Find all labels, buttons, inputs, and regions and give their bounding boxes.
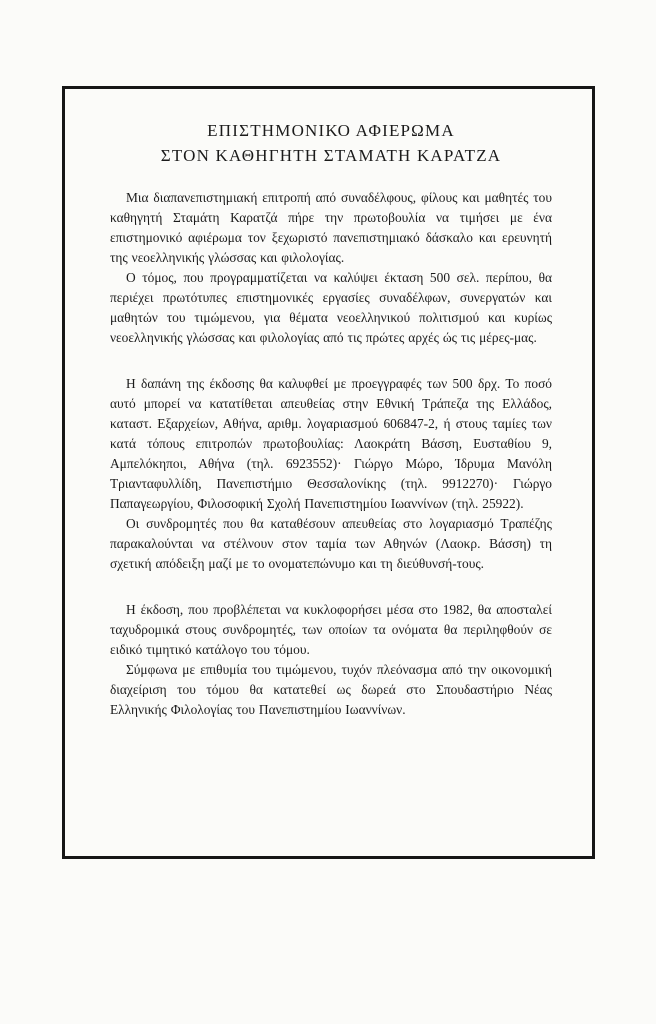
paragraph-1: Μια διαπανεπιστημιακή επιτροπή από συναδέλφους, φίλους και μαθητές του καθηγητή Σταμάτη Καρατζά πήρε την πρωτοβουλία να τιμήσει με ένα επιστημονικό αφιέρωμα τον ξεχωριστό πανεπιστημιακό δάσκαλο και ερευνητή της νεοελληνικής γλώσσας και φιλολογίας. (110, 190, 552, 265)
document-title (110, 118, 552, 168)
paragraph-6: Σύμφωνα με επιθυμία του τιμώμενου, τυχόν πλεόνασμα από την οικονομική διαχείριση του τόμου θα κατατεθεί ως δωρεά στο Σπουδαστήριο Νέας Ελληνικής Φιλολογίας του Πανεπιστημίου Ιωαννίνων. (110, 662, 552, 717)
paragraph-5: Η έκδοση, που προβλέπεται να κυκλοφορήσει μέσα στο 1982, θα αποσταλεί ταχυδρομικά στους συνδρομητές, των οποίων τα ονόματα θα περιληφθούν σε ειδικό τιμητικό κατάλογο του τόμου. (110, 602, 552, 657)
paragraph-2: Ο τόμος, που προγραμματίζεται να καλύψει έκταση 500 σελ. περίπου, θα περιέχει πρωτότυπες επιστημονικές εργασίες συναδέλφων, συνεργατών και μαθητών του τιμώμενου, για θέματα νεοελληνικού πολιτισμού και κυρίως νεοελληνικής γλώσσας και φιλολογίας από τις πρώτες αρχές ώς τις μέρες-μας. (110, 270, 552, 345)
paragraph-4: Οι συνδρομητές που θα καταθέσουν απευθείας στο λογαριασμό Τραπέζης παρακαλούνται να στέλνουν στον ταμία των Αθηνών (Λαοκρ. Βάσση) τη σχετική απόδειξη μαζί με το ονοματεπώνυμο και τη διεύθυνσή-τους. (110, 516, 552, 571)
title-line-2: ΣΤΟΝ ΚΑΘΗΓΗΤΗ ΣΤΑΜΑΤΗ ΚΑΡΑΤΖΑ (160, 146, 502, 165)
paragraph-3: Η δαπάνη της έκδοσης θα καλυφθεί με προεγγραφές των 500 δρχ. Το ποσό αυτό μπορεί να κατατίθεται απευθείας στην Εθνική Τράπεζα της Ελλάδος, καταστ. Εξαρχείων, Αθήνα, αριθμ. λογαριασμού 606847-2, ή στους ταμίες των κατά τόπους επιτροπών πρωτοβουλίας: Λαοκράτη Βάσση, Ευσταθίου 9, Αμπελόκηποι, Αθήνα (τηλ. 6923552)· Γιώργο Μώρο, Ίδρυμα Μανόλη Τριανταφυλλίδη, Πανεπιστήμιο Θεσσαλονίκης (τηλ. 9912270)· Γιώργο Παπαγεωργίου, Φιλοσοφική Σχολή Πανεπιστημίου Ιωαννίνων (τηλ. 25922). (110, 376, 552, 511)
title-line-1: ΕΠΙΣΤΗΜΟΝΙΚΟ ΑΦΙΕΡΩΜΑ (207, 121, 455, 140)
section-spacer (110, 348, 552, 374)
section-spacer (110, 574, 552, 600)
document-body (110, 118, 552, 720)
